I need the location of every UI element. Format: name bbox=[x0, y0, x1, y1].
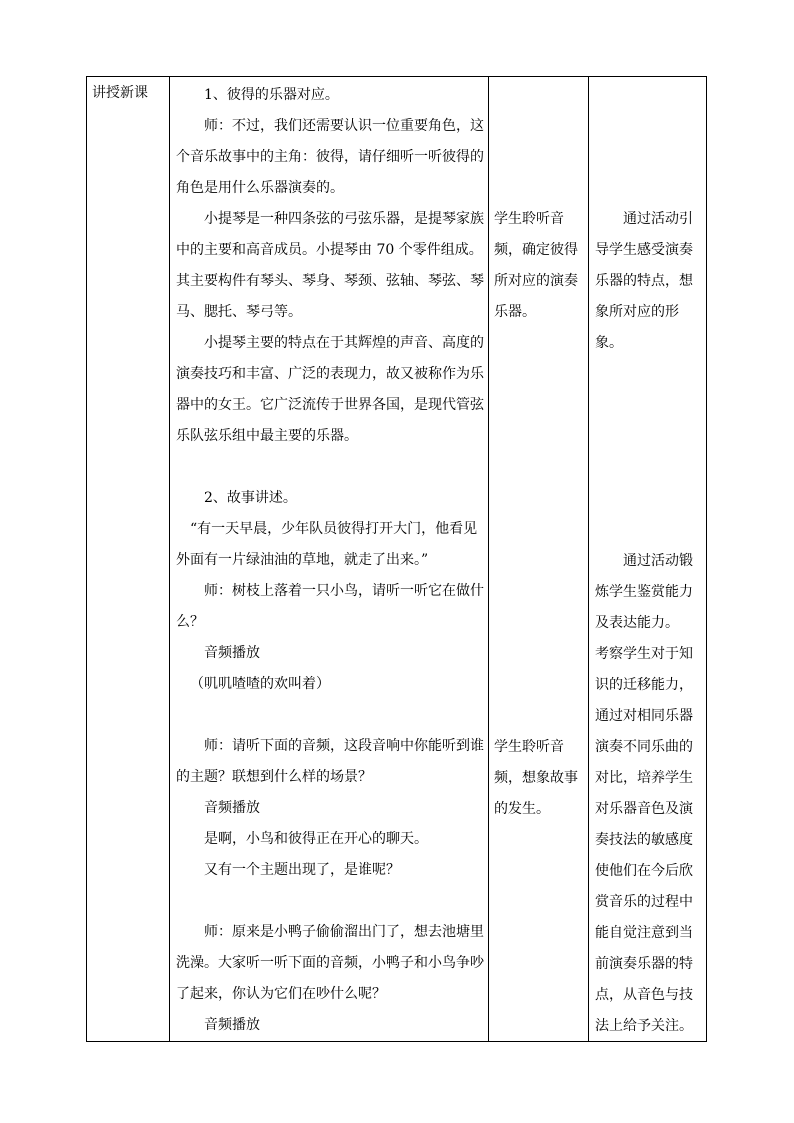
teacher-bird: 师：树枝上落着一只小鸟，请听一听它在做什么？ bbox=[176, 583, 484, 630]
item1-teacher: 师：不过，我们还需要认识一位重要角色，这个音乐故事中的主角：彼得，请仔细听一听彼得的角色是用什么乐器演奏的。 bbox=[176, 118, 484, 196]
audio-play: 音频播放 bbox=[204, 645, 260, 661]
design-intent-1: 通过活动引导学生感受演奏乐器的特点，想象所对应的形象。 bbox=[595, 211, 693, 351]
item2-heading: 2、故事讲述。 bbox=[204, 490, 297, 506]
teaching-content bbox=[176, 80, 484, 1041]
student-activity-1: 学生聆听音频，确定彼得所对应的演奏乐器。 bbox=[494, 211, 578, 320]
violin-features: 小提琴主要的特点在于其辉煌的声音、高度的演奏技巧和丰富、广泛的表现力，故又被称作为乐器中的女王。它广泛流传于世界各国，是现代管弦乐队弦乐组中最主要的乐器。 bbox=[176, 335, 484, 444]
bird-answer: （叽叽喳喳的欢叫着） bbox=[190, 676, 330, 692]
column-divider bbox=[169, 76, 170, 1042]
violin-intro: 小提琴是一种四条弦的弓弦乐器，是提琴家族中的主要和高音成员。小提琴由 70 个零件组成。其主要构件有琴头、琴身、琴颈、弦轴、琴弦、琴马、腮托、琴弓等。 bbox=[176, 211, 484, 320]
audio-play: 音频播放 bbox=[204, 800, 260, 816]
teacher-theme: 师：请听下面的音频，这段音响中你能听到谁的主题？联想到什么样的场景？ bbox=[176, 738, 484, 785]
section-label: 讲授新课 bbox=[92, 85, 148, 101]
audio-play: 音频播放 bbox=[204, 1017, 260, 1033]
teacher-duck: 师：原来是小鸭子偷偷溜出门了，想去池塘里洗澡。大家听一听下面的音频，小鸭子和小鸟争吵了起来，你认为它们在吵什么呢？ bbox=[176, 924, 484, 1002]
column-divider bbox=[488, 76, 489, 1042]
chat-answer: 是啊，小鸟和彼得正在开心的聊天。 bbox=[204, 831, 428, 847]
new-theme: 又有一个主题出现了，是谁呢？ bbox=[204, 862, 400, 878]
student-activity-2: 学生聆听音频，想象故事的发生。 bbox=[494, 739, 578, 817]
item1-heading: 1、彼得的乐器对应。 bbox=[204, 87, 339, 103]
story-quote: “有一天早晨，少年队员彼得打开大门，他看见外面有一片绿油油的草地，就走了出来。” bbox=[176, 521, 478, 568]
design-intent-2: 通过活动锻炼学生鉴赏能力及表达能力。 考察学生对于知识的迁移能力， 通过对相同乐器演奏不同乐曲的对比，培养学生对乐器音色及演奏技法的敏感度使他们在今后欣赏音乐的过程中能自觉注意到当前演奏乐器的特点，从音色与技法上给予关注。 bbox=[595, 553, 693, 1034]
column-divider bbox=[588, 76, 589, 1042]
